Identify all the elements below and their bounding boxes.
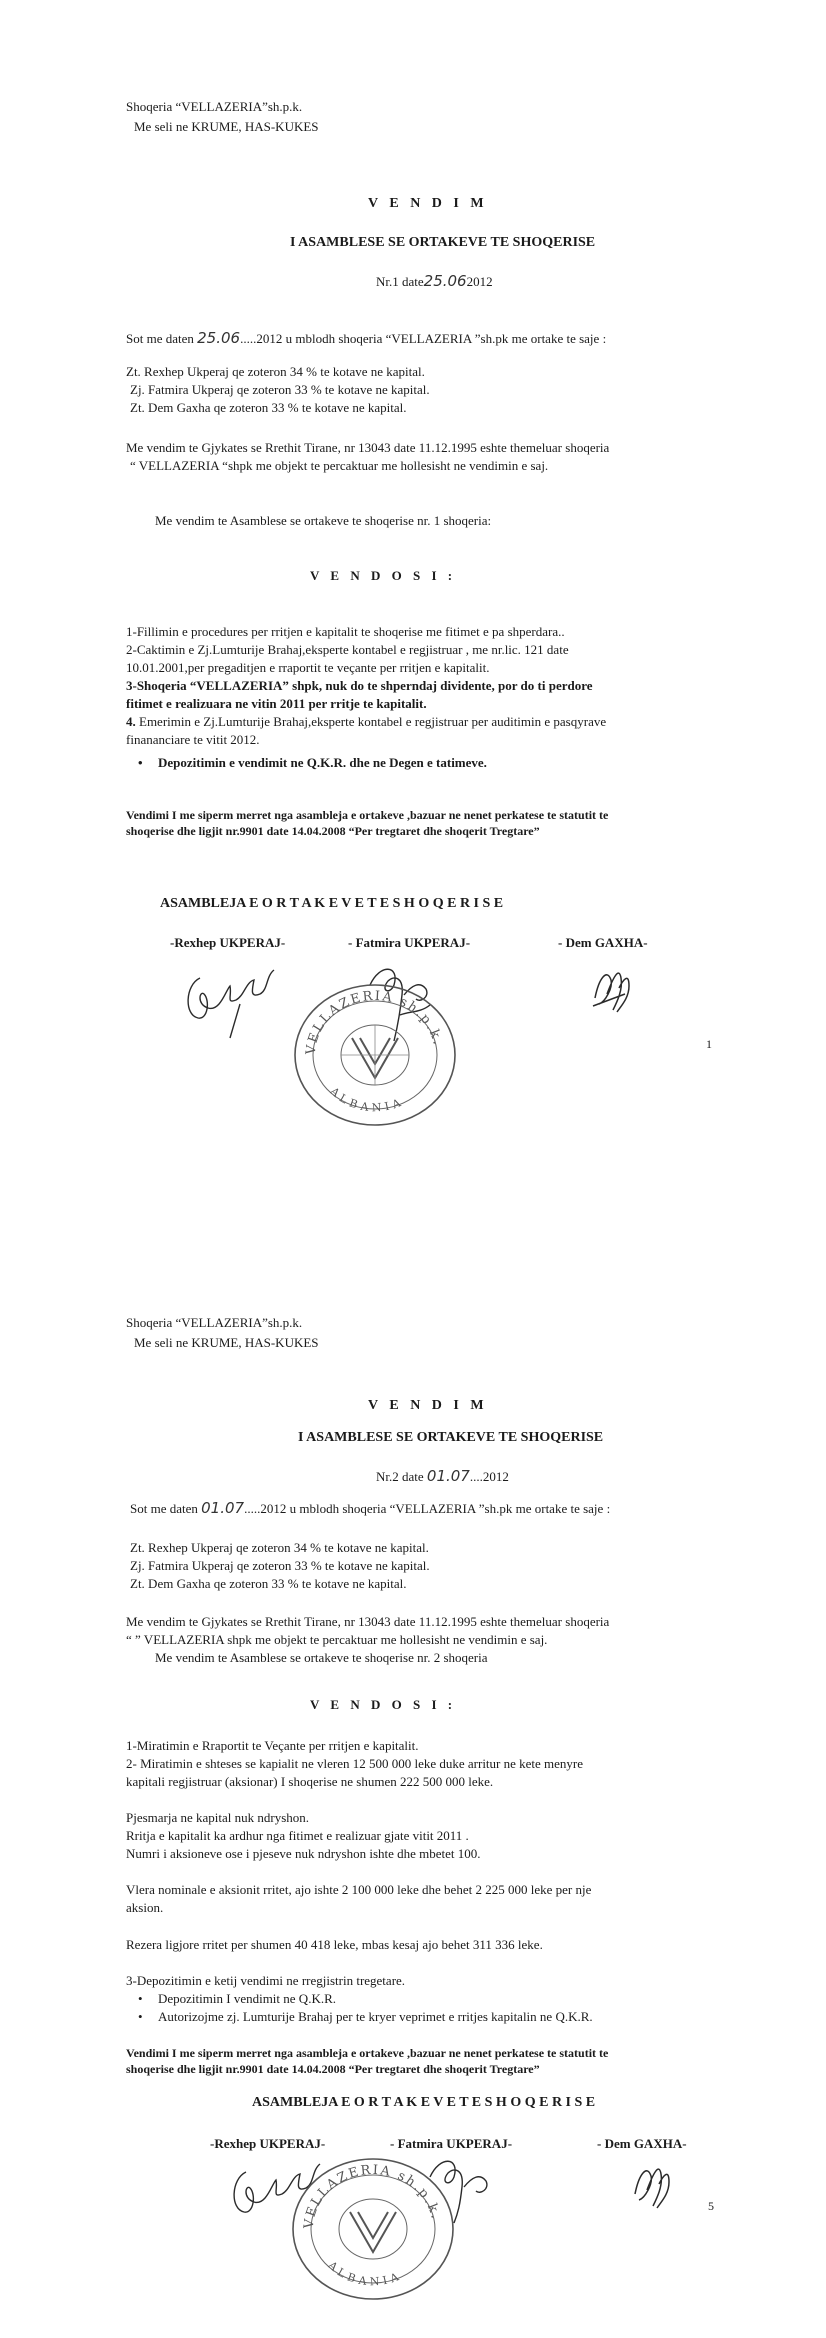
- capital-unchanged: Pjesmarja ne kapital nuk ndryshon.: [126, 1810, 310, 1825]
- decision-item: 1-Miratimin e Rraportit te Veçante per rritjen e kapitalit.: [126, 1738, 419, 1753]
- assembly-heading: ASAMBLEJA E O R T A K E V E T E S H O Q E R I S E: [252, 2095, 596, 2110]
- by-decision-line: Me vendim te Asamblese se ortakeve te shoqerise nr. 1 shoqeria:: [155, 513, 492, 528]
- decision-item-3: 3-Shoqeria “VELLAZERIA” shpk, nuk do te shperndaj dividente, por do ti perdore: [126, 678, 593, 693]
- decision-item: 2- Miratimin e shteses se kapialit ne vleren 12 500 000 leke duke arritur ne kete menyre: [126, 1756, 584, 1771]
- meeting-intro: Sot me daten 01.07.....2012 u mblodh shoqeria “VELLAZERIA ”sh.pk me ortake te saje :: [130, 1499, 611, 1517]
- page-number: 1: [706, 1037, 712, 1051]
- stamp-bottom-text: ALBANIA: [325, 2258, 405, 2289]
- legal-basis: shoqerise dhe ligjit nr.9901 date 14.04.2008 “Per tregtaret dhe shoqerit Tregtare”: [126, 824, 540, 838]
- decision-subtitle: I ASAMBLESE SE ORTAKEVE TE SHOQERISE: [290, 235, 596, 250]
- decision-title: V E N D I M: [368, 1398, 488, 1413]
- company-stamp-icon: [288, 2154, 458, 2304]
- partner-line: Zj. Fatmira Ukperaj qe zoteron 33 % te kotave ne kapital.: [130, 382, 430, 397]
- partner-line: Zt. Dem Gaxha qe zoteron 33 % te kotave ne kapital.: [130, 1576, 407, 1591]
- legal-basis: shoqerise dhe ligjit nr.9901 date 14.04.2008 “Per tregtaret dhe shoqerit Tregtare”: [126, 2062, 540, 2076]
- legal-basis: Vendimi I me siperm merret nga asambleja e ortakeve ,bazuar ne nenet perkatese te statutit te: [126, 2046, 609, 2060]
- growth-line: Rritja e kapitalit ka ardhur nga fitimet e realizuar gjate vitit 2011 .: [126, 1828, 469, 1843]
- decision-item-4: finananciare te vitit 2012.: [126, 732, 260, 747]
- company-seat: Me seli ne KRUME, HAS-KUKES: [134, 119, 319, 134]
- decided-heading: V E N D O S I :: [310, 568, 457, 583]
- founding-line: Me vendim te Gjykates se Rrethit Tirane, nr 13043 date 11.12.1995 eshte themeluar shoqeria: [126, 1614, 610, 1629]
- signature-dem: [625, 2154, 675, 2214]
- assembly-heading: ASAMBLEJA E O R T A K E V E T E S H O Q E R I S E: [160, 896, 504, 911]
- founding-line: “ ” VELLAZERIA shpk me objekt te percaktuar me hollesisht ne vendimin e saj.: [126, 1632, 548, 1647]
- partner-line: Zt. Rexhep Ukperaj qe zoteron 34 % te kotave ne kapital.: [130, 1540, 429, 1555]
- meeting-date-handwritten: 25.06: [197, 329, 241, 347]
- svg-text:ALBANIA: [327, 1084, 406, 1114]
- company-name: Shoqeria “VELLAZERIA”sh.p.k.: [126, 99, 303, 114]
- meeting-intro: [126, 331, 606, 346]
- company-stamp-icon: [290, 980, 460, 1130]
- decision-item: kapitali regjistruar (aksionar) I shoqerise ne shumen 222 500 000 leke.: [126, 1774, 494, 1789]
- stamp-top-text: VELLAZERIA sh.p.k.: [301, 2162, 444, 2230]
- meeting-intro-text: Sot me daten: [126, 331, 194, 346]
- decision-title: V E N D I M: [368, 196, 488, 211]
- legal-basis: Vendimi I me siperm merret nga asambleja e ortakeve ,bazuar ne nenet perkatese te statutit te: [126, 808, 609, 822]
- founding-line: “ VELLAZERIA “shpk me objekt te percaktuar me hollesisht ne vendimin e saj.: [130, 458, 549, 473]
- decision-item: 10.01.2001,per pregaditjen e rraportit te veçante per rritjen e kapitalit.: [126, 660, 490, 675]
- partner-line: Zt. Dem Gaxha qe zoteron 33 % te kotave ne kapital.: [130, 400, 407, 415]
- partner-line: Zt. Rexhep Ukperaj qe zoteron 34 % te kotave ne kapital.: [126, 364, 425, 379]
- meeting-intro-text: Sot me daten: [130, 1501, 198, 1516]
- company-name: Shoqeria “VELLAZERIA”sh.p.k.: [126, 1315, 303, 1330]
- decision-number-handwritten: 25.06: [423, 272, 467, 290]
- deposit-bullet: • Depozitimin e vendimit ne Q.K.R. dhe ne Degen e tatimeve.: [158, 755, 487, 770]
- stamp-top-text: VELLAZERIA sh.p.k.: [303, 988, 446, 1056]
- reserve-line: Rezera ligjore rritet per shumen 40 418 leke, mbas kesaj ajo behet 311 336 leke.: [126, 1937, 543, 1952]
- signer-name: - Dem GAXHA-: [597, 2136, 687, 2151]
- decision-item: 2-Caktimin e Zj.Lumturije Brahaj,eksperte kontabel e regjistruar , me nr.lic. 121 date: [126, 642, 569, 657]
- signer-name: -Rexhep UKPERAJ-: [170, 935, 286, 950]
- decision-number-prefix: Nr.2 date: [376, 1469, 424, 1484]
- decision-number-prefix: Nr.1 date: [376, 274, 424, 289]
- founding-line: Me vendim te Gjykates se Rrethit Tirane, nr 13043 date 11.12.1995 eshte themeluar shoqeria: [126, 440, 610, 455]
- signer-name: - Dem GAXHA-: [558, 935, 648, 950]
- document-page-1: [0, 0, 826, 1164]
- decided-heading: V E N D O S I :: [310, 1697, 457, 1712]
- deposit-bullet: • Depozitimin I vendimit ne Q.K.R.: [158, 1991, 336, 2006]
- decision-item-3: fitimet e realizuara ne vitin 2011 per rritje te kapitalit.: [126, 696, 427, 711]
- decision-number-handwritten: 01.07: [426, 1467, 470, 1485]
- decision-subtitle: I ASAMBLESE SE ORTAKEVE TE SHOQERISE: [298, 1430, 604, 1445]
- decision-item-4-label: 4.: [126, 714, 136, 729]
- decision-item: 1-Fillimin e procedures per rritjen e kapitalit te shoqerise me fitimet e pa shperdara..: [126, 624, 565, 639]
- authorize-bullet: • Autorizojme zj. Lumturije Brahaj per te kryer veprimet e rritjes kapitalin ne Q.K.R.: [158, 2009, 593, 2024]
- decision-number-year: 2012: [466, 274, 493, 289]
- decision-number: [376, 274, 493, 289]
- nominal-value-line: aksion.: [126, 1900, 164, 1915]
- signer-name: - Fatmira UKPERAJ-: [348, 935, 471, 950]
- meeting-intro-rest: 2012 u mblodh shoqeria “VELLAZERIA ”sh.pk me ortake te saje :: [260, 1501, 611, 1516]
- decision-number-year: 2012: [482, 1469, 509, 1484]
- decision-number: Nr.2 date 01.07....2012: [376, 1467, 509, 1485]
- signer-name: - Fatmira UKPERAJ-: [390, 2136, 513, 2151]
- decision-item-4-text: Emerimin e Zj.Lumturije Brahaj,eksperte kontabel e regjistruar per auditimin e pasqyrave: [135, 714, 607, 729]
- document-page-2: [0, 1169, 826, 2338]
- meeting-date-handwritten: 01.07: [201, 1499, 245, 1517]
- svg-text:ALBANIA: [325, 2258, 404, 2288]
- stamp-bottom-text: ALBANIA: [327, 1084, 407, 1115]
- partner-line: Zj. Fatmira Ukperaj qe zoteron 33 % te kotave ne kapital.: [130, 1558, 430, 1573]
- signature-dem: [585, 958, 635, 1018]
- decision-item-3: 3-Depozitimin e ketij vendimi ne rregjistrin tregetare.: [126, 1973, 406, 1988]
- growth-line: Numri i aksioneve ose i pjeseve nuk ndryshon ishte dhe mbetet 100.: [126, 1846, 481, 1861]
- nominal-value-line: Vlera nominale e aksionit rritet, ajo ishte 2 100 000 leke dhe behet 2 225 000 leke per nje: [126, 1882, 592, 1897]
- page-number: 5: [708, 2199, 714, 2213]
- company-seat: Me seli ne KRUME, HAS-KUKES: [134, 1335, 319, 1350]
- signature-rexhep: [180, 960, 280, 1040]
- by-decision-line: Me vendim te Asamblese se ortakeve te shoqerise nr. 2 shoqeria: [155, 1650, 488, 1665]
- signer-name: -Rexhep UKPERAJ-: [210, 2136, 326, 2151]
- meeting-intro-rest: .....2012 u mblodh shoqeria “VELLAZERIA ”sh.pk me ortake te saje :: [240, 331, 607, 346]
- decision-item-4: [126, 714, 606, 729]
